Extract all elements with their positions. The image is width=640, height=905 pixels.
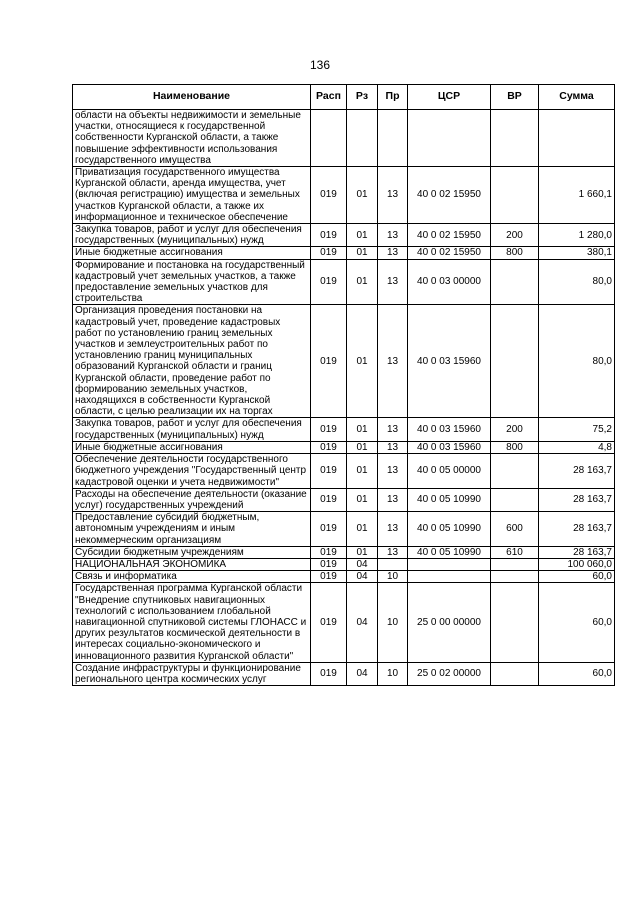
- table-row: [73, 454, 615, 489]
- cell-rz: 01: [347, 305, 378, 418]
- cell-rz: 01: [347, 512, 378, 547]
- cell-rz: 04: [347, 558, 378, 570]
- cell-sum: 80,0: [539, 259, 615, 305]
- cell-pr: [378, 558, 408, 570]
- table-row: [73, 305, 615, 418]
- cell-rz: 01: [347, 454, 378, 489]
- cell-name: Связь и информатика: [73, 571, 311, 583]
- cell-vr: 800: [491, 247, 539, 259]
- header-rz: Рз: [347, 85, 378, 110]
- header-name: Наименование: [73, 85, 311, 110]
- cell-csr: [408, 558, 491, 570]
- table-row: [73, 247, 615, 259]
- cell-name: Формирование и постановка на государственный кадастровый учет земельных участков, а также предоставление земельных участков для строительства: [73, 259, 311, 305]
- cell-vr: [491, 110, 539, 167]
- cell-name: НАЦИОНАЛЬНАЯ ЭКОНОМИКА: [73, 558, 311, 570]
- cell-vr: 200: [491, 418, 539, 441]
- cell-csr: [408, 571, 491, 583]
- cell-pr: 10: [378, 583, 408, 662]
- cell-vr: [491, 305, 539, 418]
- header-vr: ВР: [491, 85, 539, 110]
- cell-pr: 13: [378, 247, 408, 259]
- cell-sum: 60,0: [539, 583, 615, 662]
- cell-csr: 40 0 05 10990: [408, 512, 491, 547]
- cell-name: Обеспечение деятельности государственного бюджетного учреждения "Государственный центр кадастровой оценки и учета недвижимости": [73, 454, 311, 489]
- cell-csr: 40 0 02 15950: [408, 224, 491, 247]
- cell-rz: 01: [347, 167, 378, 224]
- cell-name: Организация проведения постановки на кадастровый учет, проведение кадастровых работ по установлению границ земельных участков и землеустроительных работ по установлению границ муниципальных образований Курганской области и границ Курганской области, проведение работ по формированию земельных участков, находящихся в собственности Курганской области, с целью реализации их на торгах: [73, 305, 311, 418]
- table-row: [73, 441, 615, 453]
- cell-rz: 01: [347, 546, 378, 558]
- cell-csr: 40 0 05 10990: [408, 546, 491, 558]
- cell-rasp: 019: [311, 558, 347, 570]
- cell-rasp: 019: [311, 247, 347, 259]
- cell-pr: 13: [378, 224, 408, 247]
- cell-rasp: 019: [311, 441, 347, 453]
- cell-sum: 1 280,0: [539, 224, 615, 247]
- header-sum: Сумма: [539, 85, 615, 110]
- cell-csr: 40 0 05 00000: [408, 454, 491, 489]
- cell-sum: 75,2: [539, 418, 615, 441]
- cell-rasp: 019: [311, 546, 347, 558]
- header-rasp: Расп: [311, 85, 347, 110]
- cell-name: области на объекты недвижимости и земельные участки, относящиеся к государственной собственности Курганской области, а также повышение эффективности использования государственного имущества: [73, 110, 311, 167]
- cell-rasp: 019: [311, 305, 347, 418]
- cell-csr: 40 0 03 15960: [408, 441, 491, 453]
- cell-rasp: 019: [311, 571, 347, 583]
- cell-csr: [408, 110, 491, 167]
- cell-pr: 13: [378, 167, 408, 224]
- cell-rasp: 019: [311, 224, 347, 247]
- cell-name: Закупка товаров, работ и услуг для обеспечения государственных (муниципальных) нужд: [73, 418, 311, 441]
- cell-name: Приватизация государственного имущества Курганской области, аренда имущества, учет (включая регистрацию) имущества и земельных участков Курганской области, а также их информационное и техническое обеспечение: [73, 167, 311, 224]
- cell-rz: 01: [347, 441, 378, 453]
- table-row: [73, 418, 615, 441]
- cell-rz: 04: [347, 662, 378, 685]
- table-row: [73, 662, 615, 685]
- cell-rz: 04: [347, 583, 378, 662]
- cell-rz: [347, 110, 378, 167]
- table-row: [73, 259, 615, 305]
- cell-pr: 10: [378, 662, 408, 685]
- cell-vr: 800: [491, 441, 539, 453]
- cell-vr: [491, 558, 539, 570]
- table-row: [73, 167, 615, 224]
- cell-rz: 01: [347, 224, 378, 247]
- cell-name: Предоставление субсидий бюджетным, автономным учреждениям и иным некоммерческим организациям: [73, 512, 311, 547]
- table-row: [73, 488, 615, 511]
- cell-sum: 80,0: [539, 305, 615, 418]
- cell-vr: 610: [491, 546, 539, 558]
- cell-pr: 13: [378, 546, 408, 558]
- cell-rz: 01: [347, 259, 378, 305]
- cell-pr: [378, 110, 408, 167]
- table-row: [73, 571, 615, 583]
- cell-sum: [539, 110, 615, 167]
- cell-name: Государственная программа Курганской области "Внедрение спутниковых навигационных технологий с использованием глобальной навигационной спутниковой системы ГЛОНАСС и других результатов космической деятельности в интересах социально-экономического и инновационного развития Курганской области": [73, 583, 311, 662]
- cell-rasp: 019: [311, 259, 347, 305]
- cell-rasp: 019: [311, 512, 347, 547]
- cell-pr: 13: [378, 488, 408, 511]
- cell-rz: 01: [347, 418, 378, 441]
- cell-name: Субсидии бюджетным учреждениям: [73, 546, 311, 558]
- cell-sum: 1 660,1: [539, 167, 615, 224]
- cell-rasp: 019: [311, 583, 347, 662]
- cell-pr: 13: [378, 305, 408, 418]
- cell-rz: 01: [347, 488, 378, 511]
- cell-sum: 4,8: [539, 441, 615, 453]
- table-header-row: [73, 85, 615, 110]
- cell-rasp: 019: [311, 488, 347, 511]
- cell-name: Закупка товаров, работ и услуг для обеспечения государственных (муниципальных) нужд: [73, 224, 311, 247]
- page-number: 136: [309, 58, 331, 72]
- cell-csr: 40 0 02 15950: [408, 167, 491, 224]
- cell-rasp: 019: [311, 167, 347, 224]
- table-row: [73, 583, 615, 662]
- header-pr: Пр: [378, 85, 408, 110]
- cell-name: Иные бюджетные ассигнования: [73, 441, 311, 453]
- table-row: [73, 110, 615, 167]
- cell-csr: 25 0 02 00000: [408, 662, 491, 685]
- cell-rasp: 019: [311, 418, 347, 441]
- table-row: [73, 558, 615, 570]
- cell-name: Иные бюджетные ассигнования: [73, 247, 311, 259]
- cell-csr: 40 0 05 10990: [408, 488, 491, 511]
- cell-pr: 13: [378, 259, 408, 305]
- cell-pr: 13: [378, 512, 408, 547]
- cell-vr: [491, 571, 539, 583]
- cell-csr: 25 0 00 00000: [408, 583, 491, 662]
- cell-name: Создание инфраструктуры и функционирование регионального центра космических услуг: [73, 662, 311, 685]
- table-row: [73, 546, 615, 558]
- cell-vr: [491, 167, 539, 224]
- cell-vr: [491, 662, 539, 685]
- cell-vr: [491, 488, 539, 511]
- cell-csr: 40 0 02 15950: [408, 247, 491, 259]
- cell-sum: 28 163,7: [539, 512, 615, 547]
- cell-sum: 60,0: [539, 662, 615, 685]
- cell-sum: 60,0: [539, 571, 615, 583]
- cell-vr: 200: [491, 224, 539, 247]
- cell-vr: 600: [491, 512, 539, 547]
- table-row: [73, 224, 615, 247]
- cell-csr: 40 0 03 00000: [408, 259, 491, 305]
- cell-vr: [491, 583, 539, 662]
- cell-vr: [491, 259, 539, 305]
- cell-sum: 28 163,7: [539, 454, 615, 489]
- cell-csr: 40 0 03 15960: [408, 418, 491, 441]
- cell-rasp: 019: [311, 454, 347, 489]
- cell-pr: 10: [378, 571, 408, 583]
- header-csr: ЦСР: [408, 85, 491, 110]
- cell-rz: 01: [347, 247, 378, 259]
- table-row: [73, 512, 615, 547]
- cell-rasp: 019: [311, 662, 347, 685]
- cell-pr: 13: [378, 441, 408, 453]
- cell-rasp: [311, 110, 347, 167]
- cell-sum: 100 060,0: [539, 558, 615, 570]
- cell-name: Расходы на обеспечение деятельности (оказание услуг) государственных учреждений: [73, 488, 311, 511]
- cell-vr: [491, 454, 539, 489]
- cell-sum: 380,1: [539, 247, 615, 259]
- cell-csr: 40 0 03 15960: [408, 305, 491, 418]
- cell-sum: 28 163,7: [539, 488, 615, 511]
- cell-rz: 04: [347, 571, 378, 583]
- cell-pr: 13: [378, 454, 408, 489]
- cell-pr: 13: [378, 418, 408, 441]
- budget-table: [72, 84, 615, 686]
- cell-sum: 28 163,7: [539, 546, 615, 558]
